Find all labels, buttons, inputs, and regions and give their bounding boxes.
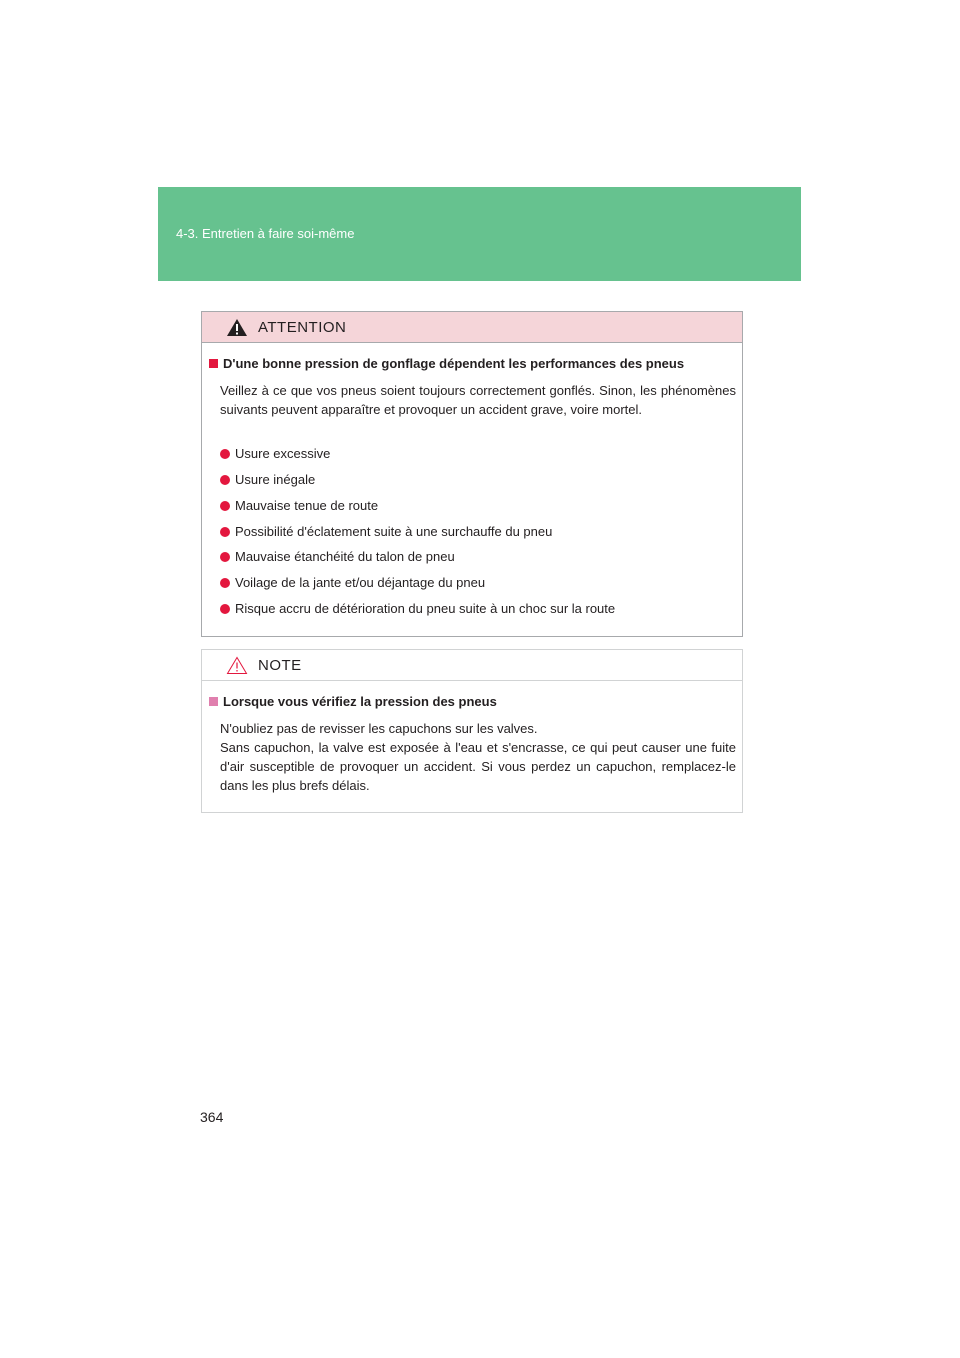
note-line-2: Sans capuchon, la valve est exposée à l'eau et s'encrasse, ce qui peut causer une fuite d'air susceptible de provoquer un accident. Si vous perdez un capuchon, remplacez-le dans les plus brefs délais. [220,740,736,793]
list-item [220,446,330,461]
bullet-dot-icon [220,527,230,537]
note-header [202,650,742,681]
list-item [220,498,378,513]
note-label: NOTE [258,657,302,674]
square-bullet-icon [209,359,218,368]
attention-label: ATTENTION [258,319,347,336]
bullet-dot-icon [220,578,230,588]
page-number: 364 [200,1109,224,1125]
list-item-text: Usure inégale [235,472,316,487]
list-item-text: Mauvaise étanchéité du talon de pneu [235,549,455,564]
note-heading-text: Lorsque vous vérifiez la pression des pneus [223,694,497,709]
caution-icon [226,656,248,675]
attention-header [202,312,742,343]
list-item-text: Usure excessive [235,446,331,461]
section-header [158,187,801,281]
warning-icon [226,318,248,337]
note-heading [209,694,497,709]
section-title: 4-3. Entretien à faire soi-même [176,226,355,241]
bullet-dot-icon [220,501,230,511]
attention-box [201,311,743,637]
list-item-text: Voilage de la jante et/ou déjantage du pneu [235,575,486,590]
attention-heading [209,356,684,371]
list-item [220,549,455,564]
note-box [201,649,743,813]
list-item [220,524,552,539]
list-item-text: Possibilité d'éclatement suite à une surchauffe du pneu [235,524,553,539]
bullet-dot-icon [220,449,230,459]
bullet-dot-icon [220,552,230,562]
note-line-1: N'oubliez pas de revisser les capuchons sur les valves. [220,721,538,736]
bullet-dot-icon [220,604,230,614]
list-item-text: Risque accru de détérioration du pneu suite à un choc sur la route [235,601,616,616]
list-item-text: Mauvaise tenue de route [235,498,379,513]
attention-heading-text: D'une bonne pression de gonflage dépendent les performances des pneus [223,356,685,371]
list-item [220,575,485,590]
list-item [220,601,615,616]
bullet-dot-icon [220,475,230,485]
square-bullet-icon [209,697,218,706]
list-item [220,472,315,487]
attention-intro: Veillez à ce que vos pneus soient toujours correctement gonflés. Sinon, les phénomènes suivants peuvent apparaître et provoquer un accident grave, voire mortel. [220,383,736,417]
